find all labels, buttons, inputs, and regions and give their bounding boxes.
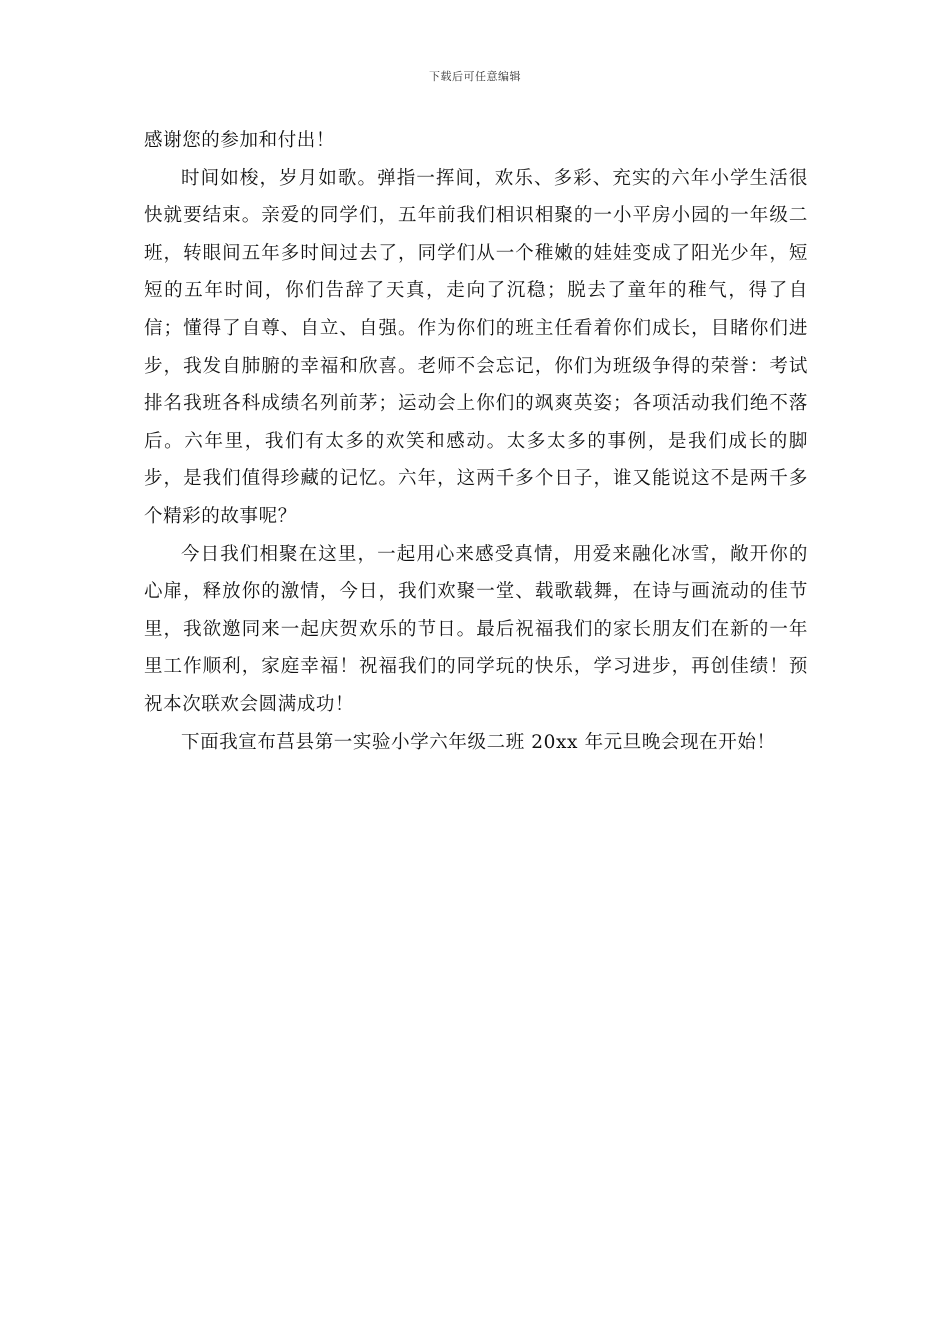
paragraph-celebration: 今日我们相聚在这里，一起用心来感受真情，用爱来融化冰雪，敞开你的心扉，释放你的激情，今日，我们欢聚一堂、载歌载舞，在诗与画流动的佳节里，我欲邀同来一起庆贺欢乐的节日。最后祝福我们的家长朋友们在新的一年里工作顺利，家庭幸福！祝福我们的同学玩的快乐，学习进步，再创佳绩！预祝本次联欢会圆满成功！	[144, 543, 808, 715]
paragraph-thanks: 感谢您的参加和付出！	[144, 130, 336, 151]
paragraph-reflection: 时间如梭，岁月如歌。弹指一挥间，欢乐、多彩、充实的六年小学生活很快就要结束。亲爱的同学们，五年前我们相识相聚的一小平房小园的一年级二班，转眼间五年多时间过去了，同学们从一个稚嫩的娃娃变成了阳光少年，短短的五年时间，你们告辞了天真，走向了沉稳；脱去了童年的稚气，得了自信；懂得了自尊、自立、自强。作为你们的班主任看着你们成长，目睹你们进步，我发自肺腑的幸福和欣喜。老师不会忘记，你们为班级争得的荣誉：考试排名我班各科成绩名列前茅；运动会上你们的飒爽英姿；各项活动我们绝不落后。六年里，我们有太多的欢笑和感动。太多太多的事例，是我们成长的脚步，是我们值得珍藏的记忆。六年，这两千多个日子，谁又能说这不是两千多个精彩的故事呢？	[144, 167, 808, 527]
document-body	[144, 122, 808, 761]
page-header-note: 下载后可任意编辑	[429, 70, 521, 83]
paragraph-announcement: 下面我宣布莒县第一实验小学六年级二班 20xx 年元旦晚会现在开始！	[181, 731, 776, 753]
